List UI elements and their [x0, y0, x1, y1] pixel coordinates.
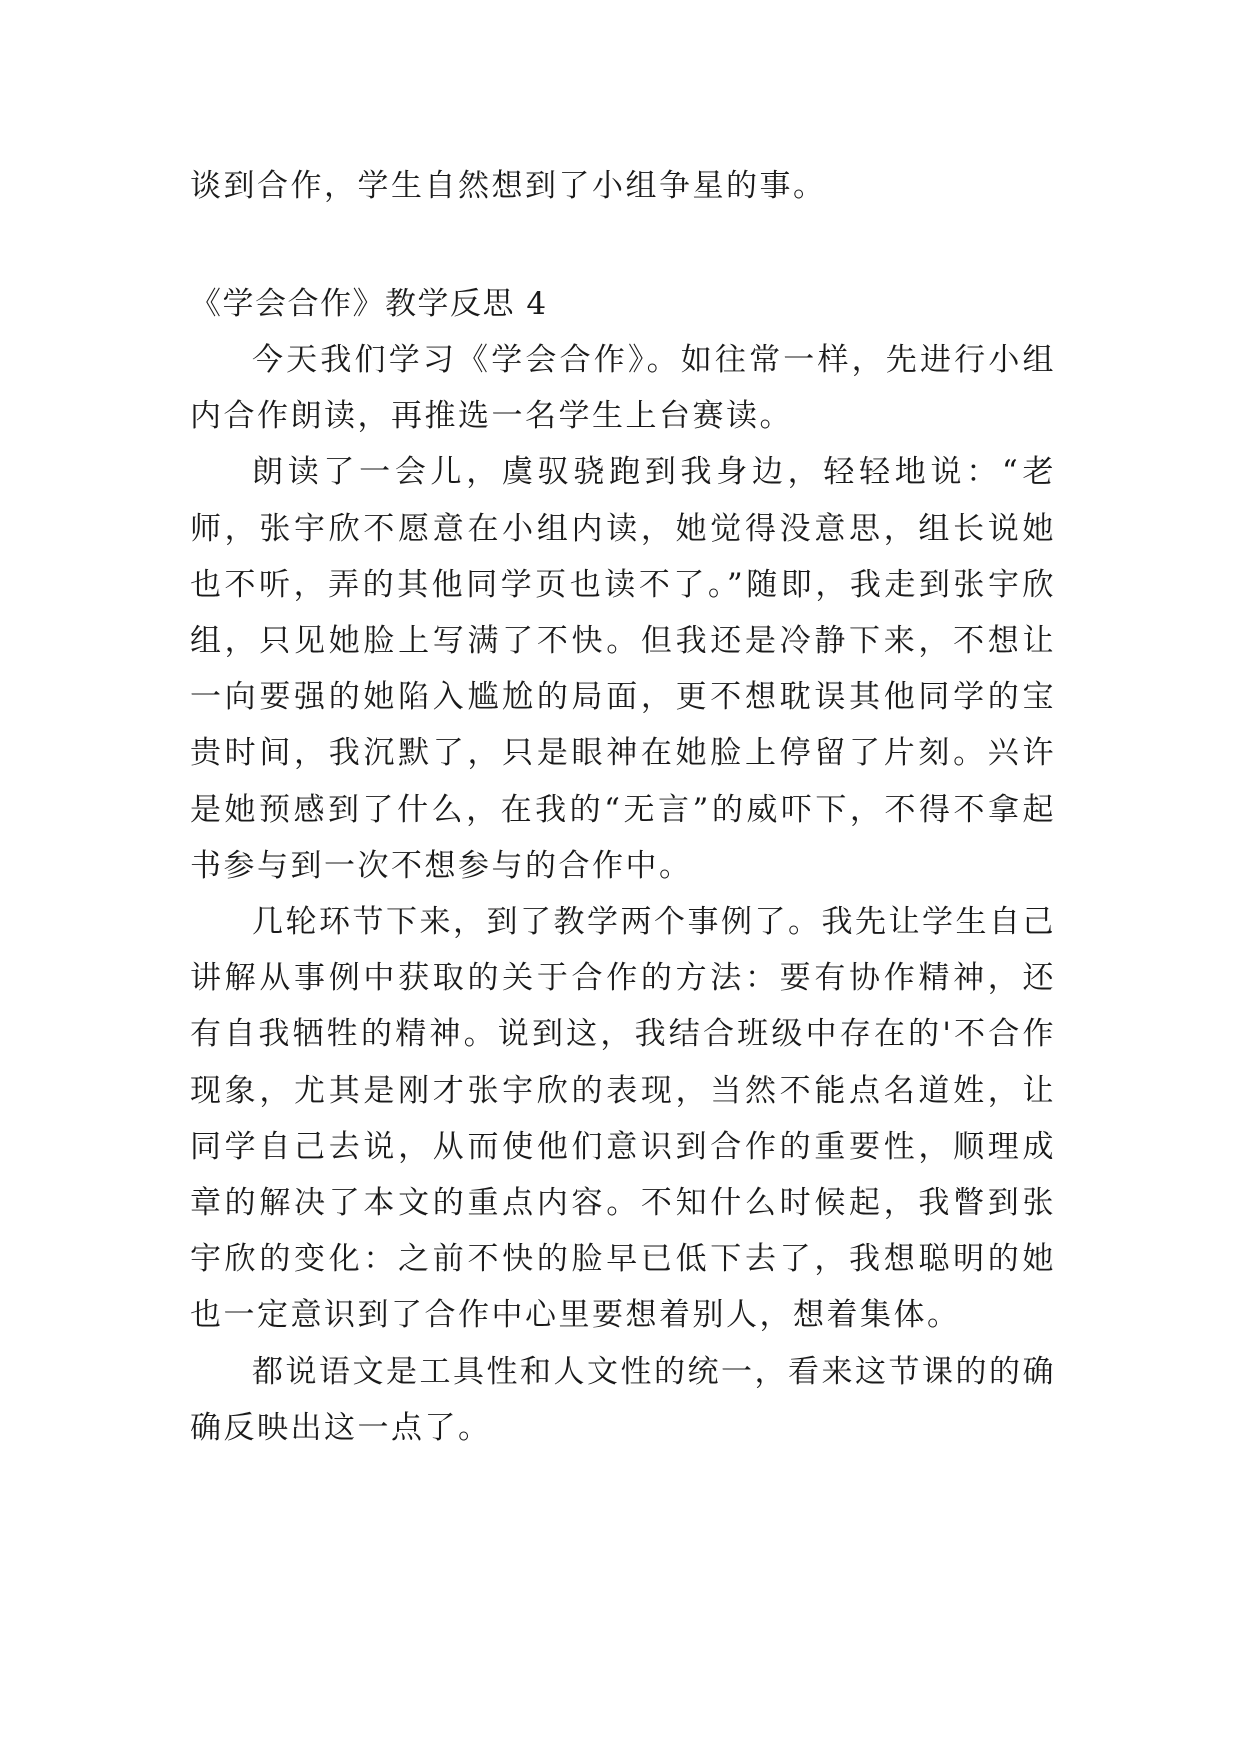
paragraph-1: 今天我们学习《学会合作》。如往常一样，先进行小组内合作朗读，再推选一名学生上台赛读。	[190, 342, 1056, 435]
paragraph-2: 朗读了一会儿，虞驭骁跑到我身边，轻轻地说：“老师，张宇欣不愿意在小组内读，她觉得没意思，组长说她也不听，弄的其他同学页也读不了。”随即，我走到张宇欣组，只见她脸上写满了不快。但我还是冷静下来，不想让一向要强的她陷入尴尬的局面，更不想耽误其他同学的宝贵时间，我沉默了，只是眼神在她脸上停留了片刻。兴许是她预感到了什么，在我的“无言”的威吓下，不得不拿起书参与到一次不想参与的合作中。	[190, 454, 1056, 884]
section-title: 《学会合作》教学反思 4	[190, 286, 548, 322]
intro-line: 谈到合作，学生自然想到了小组争星的事。	[190, 168, 827, 204]
paragraph-4: 都说语文是工具性和人文性的统一，看来这节课的的确确反映出这一点了。	[190, 1353, 1056, 1446]
document-body	[190, 332, 1056, 1456]
paragraph-3: 几轮环节下来，到了教学两个事例了。我先让学生自己讲解从事例中获取的关于合作的方法：要有协作精神，还有自我牺牲的精神。说到这，我结合班级中存在的'不合作现象，尤其是刚才张宇欣的表现，当然不能点名道姓，让同学自己去说，从而使他们意识到合作的重要性，顺理成章的解决了本文的重点内容。不知什么时候起，我瞥到张宇欣的变化：之前不快的脸早已低下去了，我想聪明的她也一定意识到了合作中心里要想着别人，想着集体。	[190, 904, 1056, 1334]
